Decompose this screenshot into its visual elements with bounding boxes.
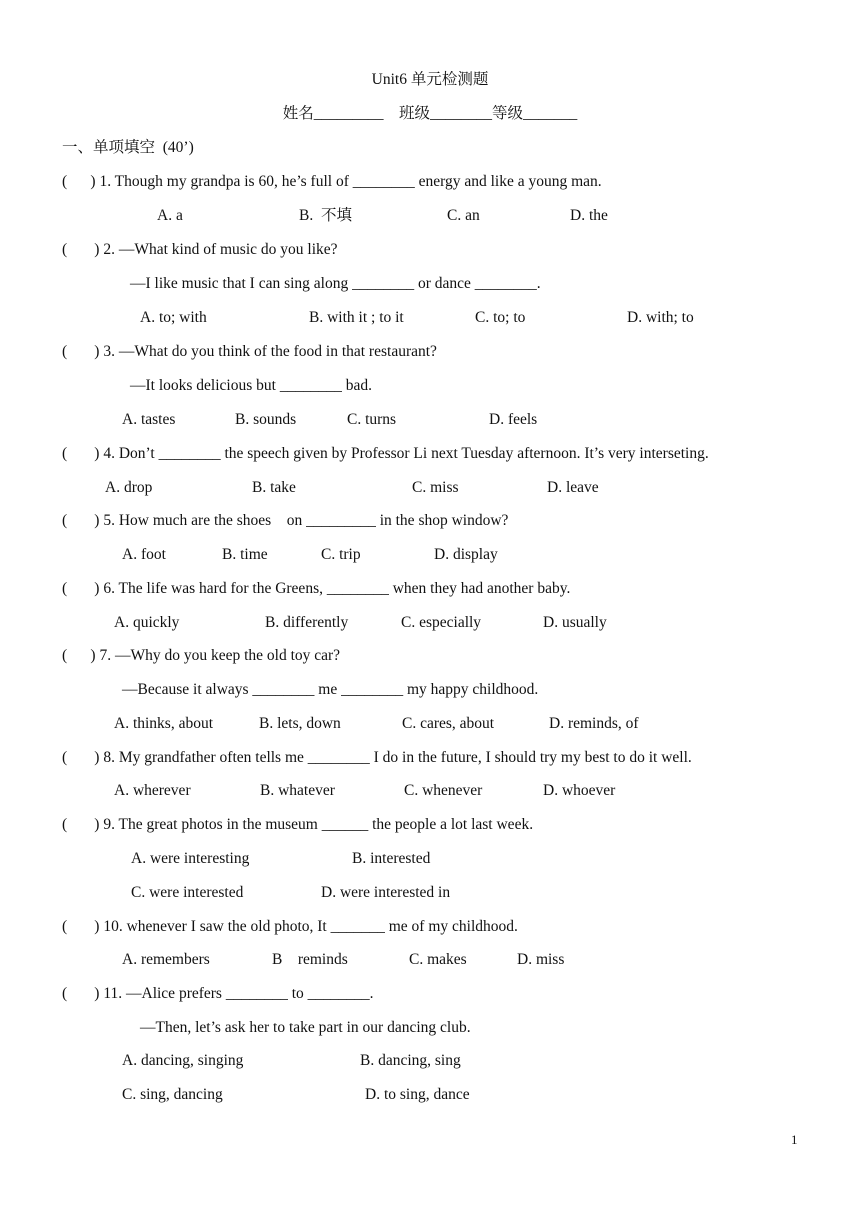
- question-4-option-a: A. drop: [105, 479, 153, 496]
- question-9-option-d: D. were interested in: [321, 884, 451, 901]
- question-3-option-b: B. sounds: [235, 411, 297, 428]
- question-9-stem: ( ) 9. The great photos in the museum ______ the people a lot last week.: [62, 816, 534, 833]
- question-2-option-d: D. with; to: [627, 309, 694, 326]
- question-6-option-c: C. especially: [401, 614, 482, 631]
- question-2-option-b: B. with it ; to it: [309, 309, 404, 326]
- question-7-option-a: A. thinks, about: [114, 715, 214, 732]
- question-7-option-d: D. reminds, of: [549, 715, 639, 732]
- question-1-option-d: D. the: [570, 207, 608, 224]
- question-2-stem: ( ) 2. —What kind of music do you like?: [62, 241, 338, 258]
- question-10-option-b: B reminds: [272, 951, 348, 968]
- question-3-reply: —It looks delicious but ________ bad.: [130, 377, 372, 394]
- question-8-option-d: D. whoever: [543, 782, 616, 799]
- question-10-stem: ( ) 10. whenever I saw the old photo, It _______ me of my childhood.: [62, 918, 518, 935]
- question-10-option-c: C. makes: [409, 951, 467, 968]
- question-5-option-b: B. time: [222, 546, 268, 563]
- question-9-option-c: C. were interested: [131, 884, 244, 901]
- student-info-line: 姓名_________ 班级________等级_______: [282, 105, 578, 122]
- question-8-option-a: A. wherever: [114, 782, 191, 799]
- question-6-option-d: D. usually: [543, 614, 607, 631]
- question-10-option-a: A. remembers: [122, 951, 210, 968]
- question-2-option-c: C. to; to: [475, 309, 526, 326]
- question-2-reply: —I like music that I can sing along ________ or dance ________.: [130, 275, 541, 292]
- question-4-option-c: C. miss: [412, 479, 459, 496]
- question-7-stem: ( ) 7. —Why do you keep the old toy car?: [62, 647, 341, 664]
- question-2-option-a: A. to; with: [140, 309, 207, 326]
- question-10-option-d: D. miss: [517, 951, 565, 968]
- page-number: 1: [791, 1132, 798, 1147]
- question-11-option-d: D. to sing, dance: [365, 1086, 470, 1103]
- question-11-stem: ( ) 11. —Alice prefers ________ to ________.: [62, 985, 374, 1002]
- question-1-stem: ( ) 1. Though my grandpa is 60, he’s full of ________ energy and like a young man.: [62, 173, 602, 190]
- question-5-option-c: C. trip: [321, 546, 361, 563]
- question-11-reply: —Then, let’s ask her to take part in our dancing club.: [140, 1019, 471, 1036]
- question-4-option-d: D. leave: [547, 479, 599, 496]
- question-7-option-b: B. lets, down: [259, 715, 341, 732]
- question-4-option-b: B. take: [252, 479, 296, 496]
- question-3-stem: ( ) 3. —What do you think of the food in that restaurant?: [62, 343, 437, 360]
- question-8-option-c: C. whenever: [404, 782, 483, 799]
- question-5-option-a: A. foot: [122, 546, 166, 563]
- question-5-stem: ( ) 5. How much are the shoes on _________ in the shop window?: [62, 512, 509, 529]
- question-5-option-d: D. display: [434, 546, 498, 563]
- question-8-stem: ( ) 8. My grandfather often tells me ________ I do in the future, I should try my best to do it well.: [62, 749, 692, 766]
- question-3-option-a: A. tastes: [122, 411, 176, 428]
- question-6-option-b: B. differently: [265, 614, 349, 631]
- question-1-option-a: A. a: [157, 207, 183, 224]
- question-6-option-a: A. quickly: [114, 614, 180, 631]
- question-11-option-b: B. dancing, sing: [360, 1052, 461, 1069]
- question-11-option-a: A. dancing, singing: [122, 1052, 244, 1069]
- section-heading: 一、单项填空 (40’): [62, 139, 194, 156]
- question-11-option-c: C. sing, dancing: [122, 1086, 223, 1103]
- question-9-option-a: A. were interesting: [131, 850, 250, 867]
- question-9-option-b: B. interested: [352, 850, 431, 867]
- question-3-option-c: C. turns: [347, 411, 397, 428]
- question-6-stem: ( ) 6. The life was hard for the Greens, ________ when they had another baby.: [62, 580, 571, 597]
- question-7-reply: —Because it always ________ me ________ my happy childhood.: [122, 681, 539, 698]
- question-1-option-b: B. 不填: [299, 207, 352, 224]
- question-7-option-c: C. cares, about: [402, 715, 495, 732]
- page-title: Unit6 单元检测题: [371, 71, 489, 88]
- question-4-stem: ( ) 4. Don’t ________ the speech given by Professor Li next Tuesday afternoon. It’s very interseting.: [62, 445, 709, 462]
- question-3-option-d: D. feels: [489, 411, 538, 428]
- question-8-option-b: B. whatever: [260, 782, 335, 799]
- question-1-option-c: C. an: [447, 207, 480, 224]
